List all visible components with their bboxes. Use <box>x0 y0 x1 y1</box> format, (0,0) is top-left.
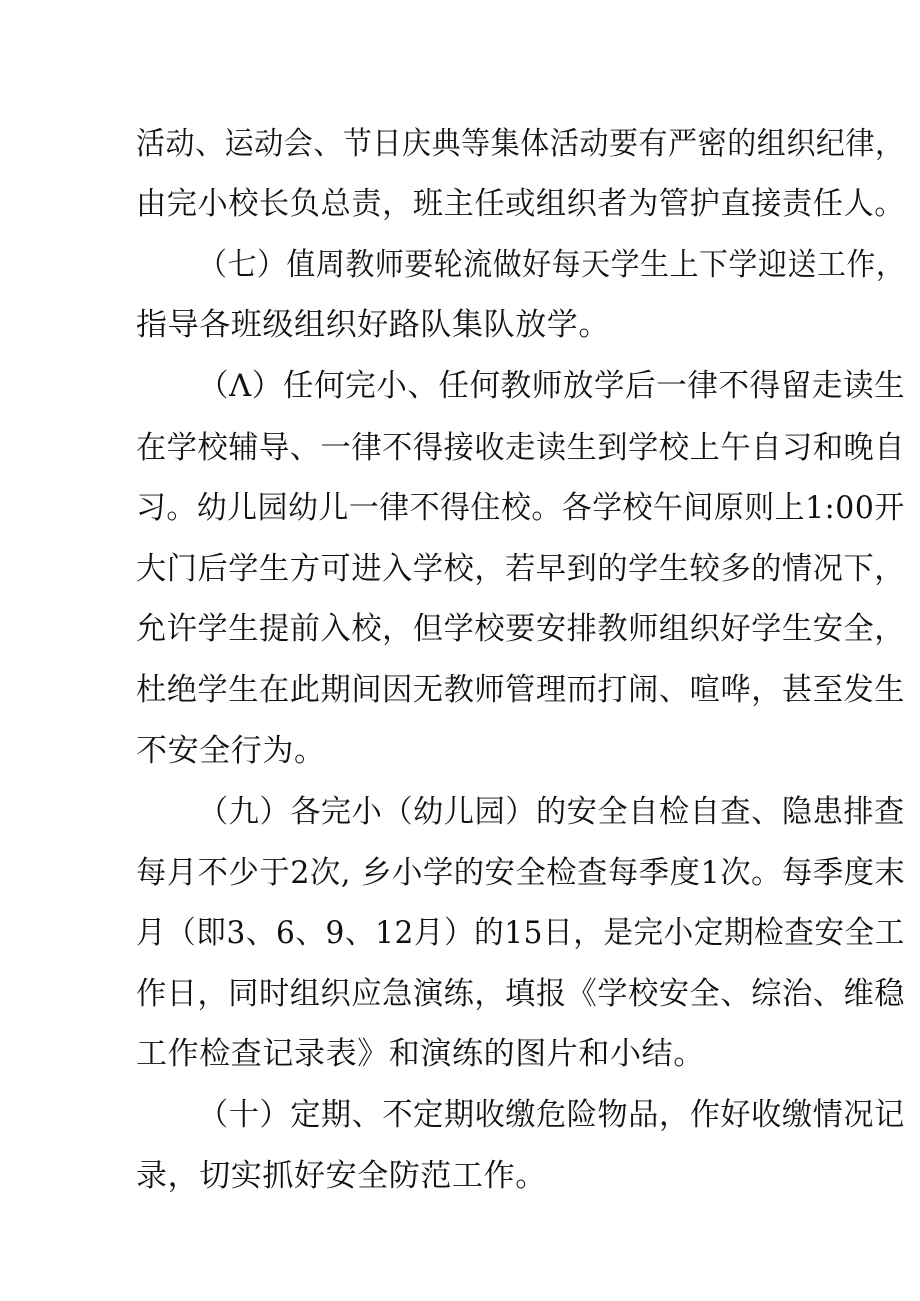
text-line: 每月不少于2次, 乡小学的安全检查每季度1次。每季度末 <box>136 855 906 891</box>
text-line: 活动、运动会、节日庆典等集体活动要有严密的组织纪律， <box>136 126 905 162</box>
paragraph-8-start: （Λ）任何完小、任何教师放学后一律不得留走读生 <box>198 368 906 404</box>
text-line: 工作检查记录表》和演练的图片和小结。 <box>136 1036 705 1072</box>
text-line: 不安全行为。 <box>136 733 326 769</box>
paragraph-10-start: （十）定期、不定期收缴危险物品，作好收缴情况记 <box>198 1097 905 1133</box>
text-line: 作日，同时组织应急演练，填报《学校安全、综治、维稳 <box>136 976 905 1012</box>
paragraph-9-start: （九）各完小（幼儿园）的安全自检自查、隐患排查 <box>198 794 905 830</box>
text-line: 由完小校长负总责，班主任或组织者为管护直接责任人。 <box>136 186 905 222</box>
paragraph-7-start: （七）值周教师要轮流做好每天学生上下学迎送工作， <box>198 247 906 283</box>
text-line: 杜绝学生在此期间因无教师管理而打闹、喧哗，甚至发生 <box>136 672 905 708</box>
text-line: 习。幼儿园幼儿一律不得住校。各学校午间原则上1:00开 <box>136 490 905 526</box>
text-line: 指导各班级组织好路队集队放学。 <box>136 307 610 343</box>
text-line: 在学校辅导、一律不得接收走读生到学校上午自习和晚自 <box>136 430 905 466</box>
text-line: 允许学生提前入校，但学校要安排教师组织好学生安全， <box>136 611 905 647</box>
text-line: 月（即3、6、9、12月）的15日，是完小定期检查安全工 <box>136 915 905 951</box>
text-line: 录，切实抓好安全防范工作。 <box>136 1158 547 1194</box>
text-line: 大门后学生方可进入学校，若早到的学生较多的情况下， <box>136 551 905 587</box>
